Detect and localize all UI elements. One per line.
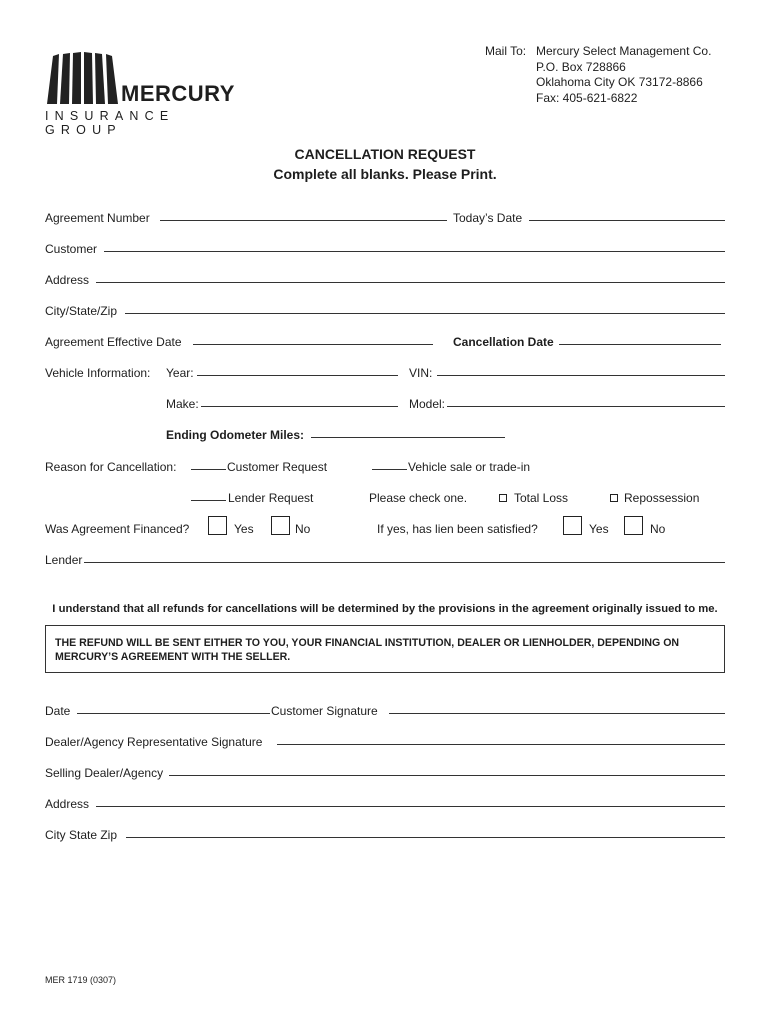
dealer-rep-signature-label: Dealer/Agency Representative Signature	[45, 735, 263, 749]
lien-no-checkbox[interactable]	[624, 516, 643, 535]
brand-name: MERCURY	[121, 81, 235, 106]
vin-label: VIN:	[409, 366, 433, 380]
agreement-effective-date-field[interactable]	[193, 344, 433, 345]
vehicle-information-label: Vehicle Information:	[45, 366, 151, 380]
lender-request-label: Lender Request	[228, 491, 314, 505]
make-field[interactable]	[201, 406, 398, 407]
dealer-rep-signature-field[interactable]	[277, 744, 725, 745]
financed-question: Was Agreement Financed?	[45, 522, 190, 536]
agreement-number-field[interactable]	[160, 220, 447, 221]
form-code: MER 1719 (0307)	[45, 975, 117, 985]
lien-yes-label: Yes	[589, 522, 609, 536]
mercury-logo-icon	[45, 52, 125, 104]
vehicle-sale-label: Vehicle sale or trade-in	[408, 460, 531, 474]
address-field[interactable]	[96, 282, 725, 283]
todays-date-field[interactable]	[529, 220, 725, 221]
total-loss-label: Total Loss	[514, 491, 569, 505]
agreement-effective-date-label: Agreement Effective Date	[45, 335, 182, 349]
city-state-zip-label: City/State/Zip	[45, 304, 118, 318]
repossession-label: Repossession	[624, 491, 700, 505]
lender-field[interactable]	[84, 562, 725, 563]
lien-question: If yes, has lien been satisfied?	[377, 522, 538, 536]
customer-signature-field[interactable]	[389, 713, 725, 714]
model-label: Model:	[409, 397, 446, 411]
date-label: Date	[45, 704, 71, 718]
selling-dealer-field[interactable]	[169, 775, 725, 776]
year-label: Year:	[166, 366, 194, 380]
refund-notice-text: THE REFUND WILL BE SENT EITHER TO YOU, YOUR FINANCIAL INSTITUTION, DEALER OR LIENHOLDER, DEPENDING ON MERCURY’S AGREEMENT WITH THE SELLER.	[55, 637, 680, 663]
repossession-checkbox[interactable]	[610, 494, 618, 502]
lender-request-blank[interactable]	[191, 500, 226, 501]
vin-field[interactable]	[437, 375, 725, 376]
financed-yes-checkbox[interactable]	[208, 516, 227, 535]
model-field[interactable]	[447, 406, 725, 407]
mercury-logo	[45, 52, 245, 137]
page-subtitle: Complete all blanks. Please Print.	[273, 166, 497, 182]
ending-odometer-field[interactable]	[311, 437, 505, 438]
ending-odometer-label: Ending Odometer Miles:	[166, 428, 305, 442]
dealer-address-label: Address	[45, 797, 90, 811]
year-field[interactable]	[197, 375, 398, 376]
refund-notice-box	[45, 625, 725, 673]
selling-dealer-label: Selling Dealer/Agency	[45, 766, 164, 780]
mail-line: Fax: 405-621-6822	[536, 90, 638, 105]
customer-request-label: Customer Request	[227, 460, 328, 474]
city-state-zip-field[interactable]	[125, 313, 725, 314]
customer-signature-label: Customer Signature	[271, 704, 378, 718]
agreement-number-label: Agreement Number	[45, 211, 150, 225]
mail-line: Oklahoma City OK 73172-8866	[536, 75, 703, 89]
dealer-city-state-zip-field[interactable]	[126, 837, 725, 838]
date-field[interactable]	[77, 713, 270, 714]
todays-date-label: Today’s Date	[453, 211, 523, 225]
customer-label: Customer	[45, 242, 98, 256]
total-loss-checkbox[interactable]	[499, 494, 507, 502]
dealer-city-state-zip-label: City State Zip	[45, 828, 118, 842]
financed-yes-label: Yes	[234, 522, 254, 536]
cancellation-date-field[interactable]	[559, 344, 721, 345]
make-label: Make:	[166, 397, 199, 411]
page-title: CANCELLATION REQUEST	[294, 146, 476, 162]
please-check-note: Please check one.	[369, 491, 468, 505]
lien-no-label: No	[650, 522, 666, 536]
customer-field[interactable]	[104, 251, 725, 252]
financed-no-checkbox[interactable]	[271, 516, 290, 535]
mail-to-address	[536, 44, 711, 106]
lender-label: Lender	[45, 553, 83, 567]
mail-to-label: Mail To:	[485, 44, 527, 58]
financed-no-label: No	[295, 522, 311, 536]
brand-tagline: INSURANCE GROUP	[45, 109, 175, 137]
dealer-address-field[interactable]	[96, 806, 725, 807]
reason-label: Reason for Cancellation:	[45, 460, 177, 474]
refund-statement: I understand that all refunds for cancellations will be determined by the provisions in the agreement originally issued to me.	[52, 603, 718, 615]
mail-line: Mercury Select Management Co.	[536, 44, 712, 58]
cancellation-date-label: Cancellation Date	[453, 335, 554, 349]
customer-request-blank[interactable]	[191, 469, 226, 470]
address-label: Address	[45, 273, 90, 287]
vehicle-sale-blank[interactable]	[372, 469, 407, 470]
lien-yes-checkbox[interactable]	[563, 516, 582, 535]
mail-line: P.O. Box 728866	[536, 59, 626, 74]
